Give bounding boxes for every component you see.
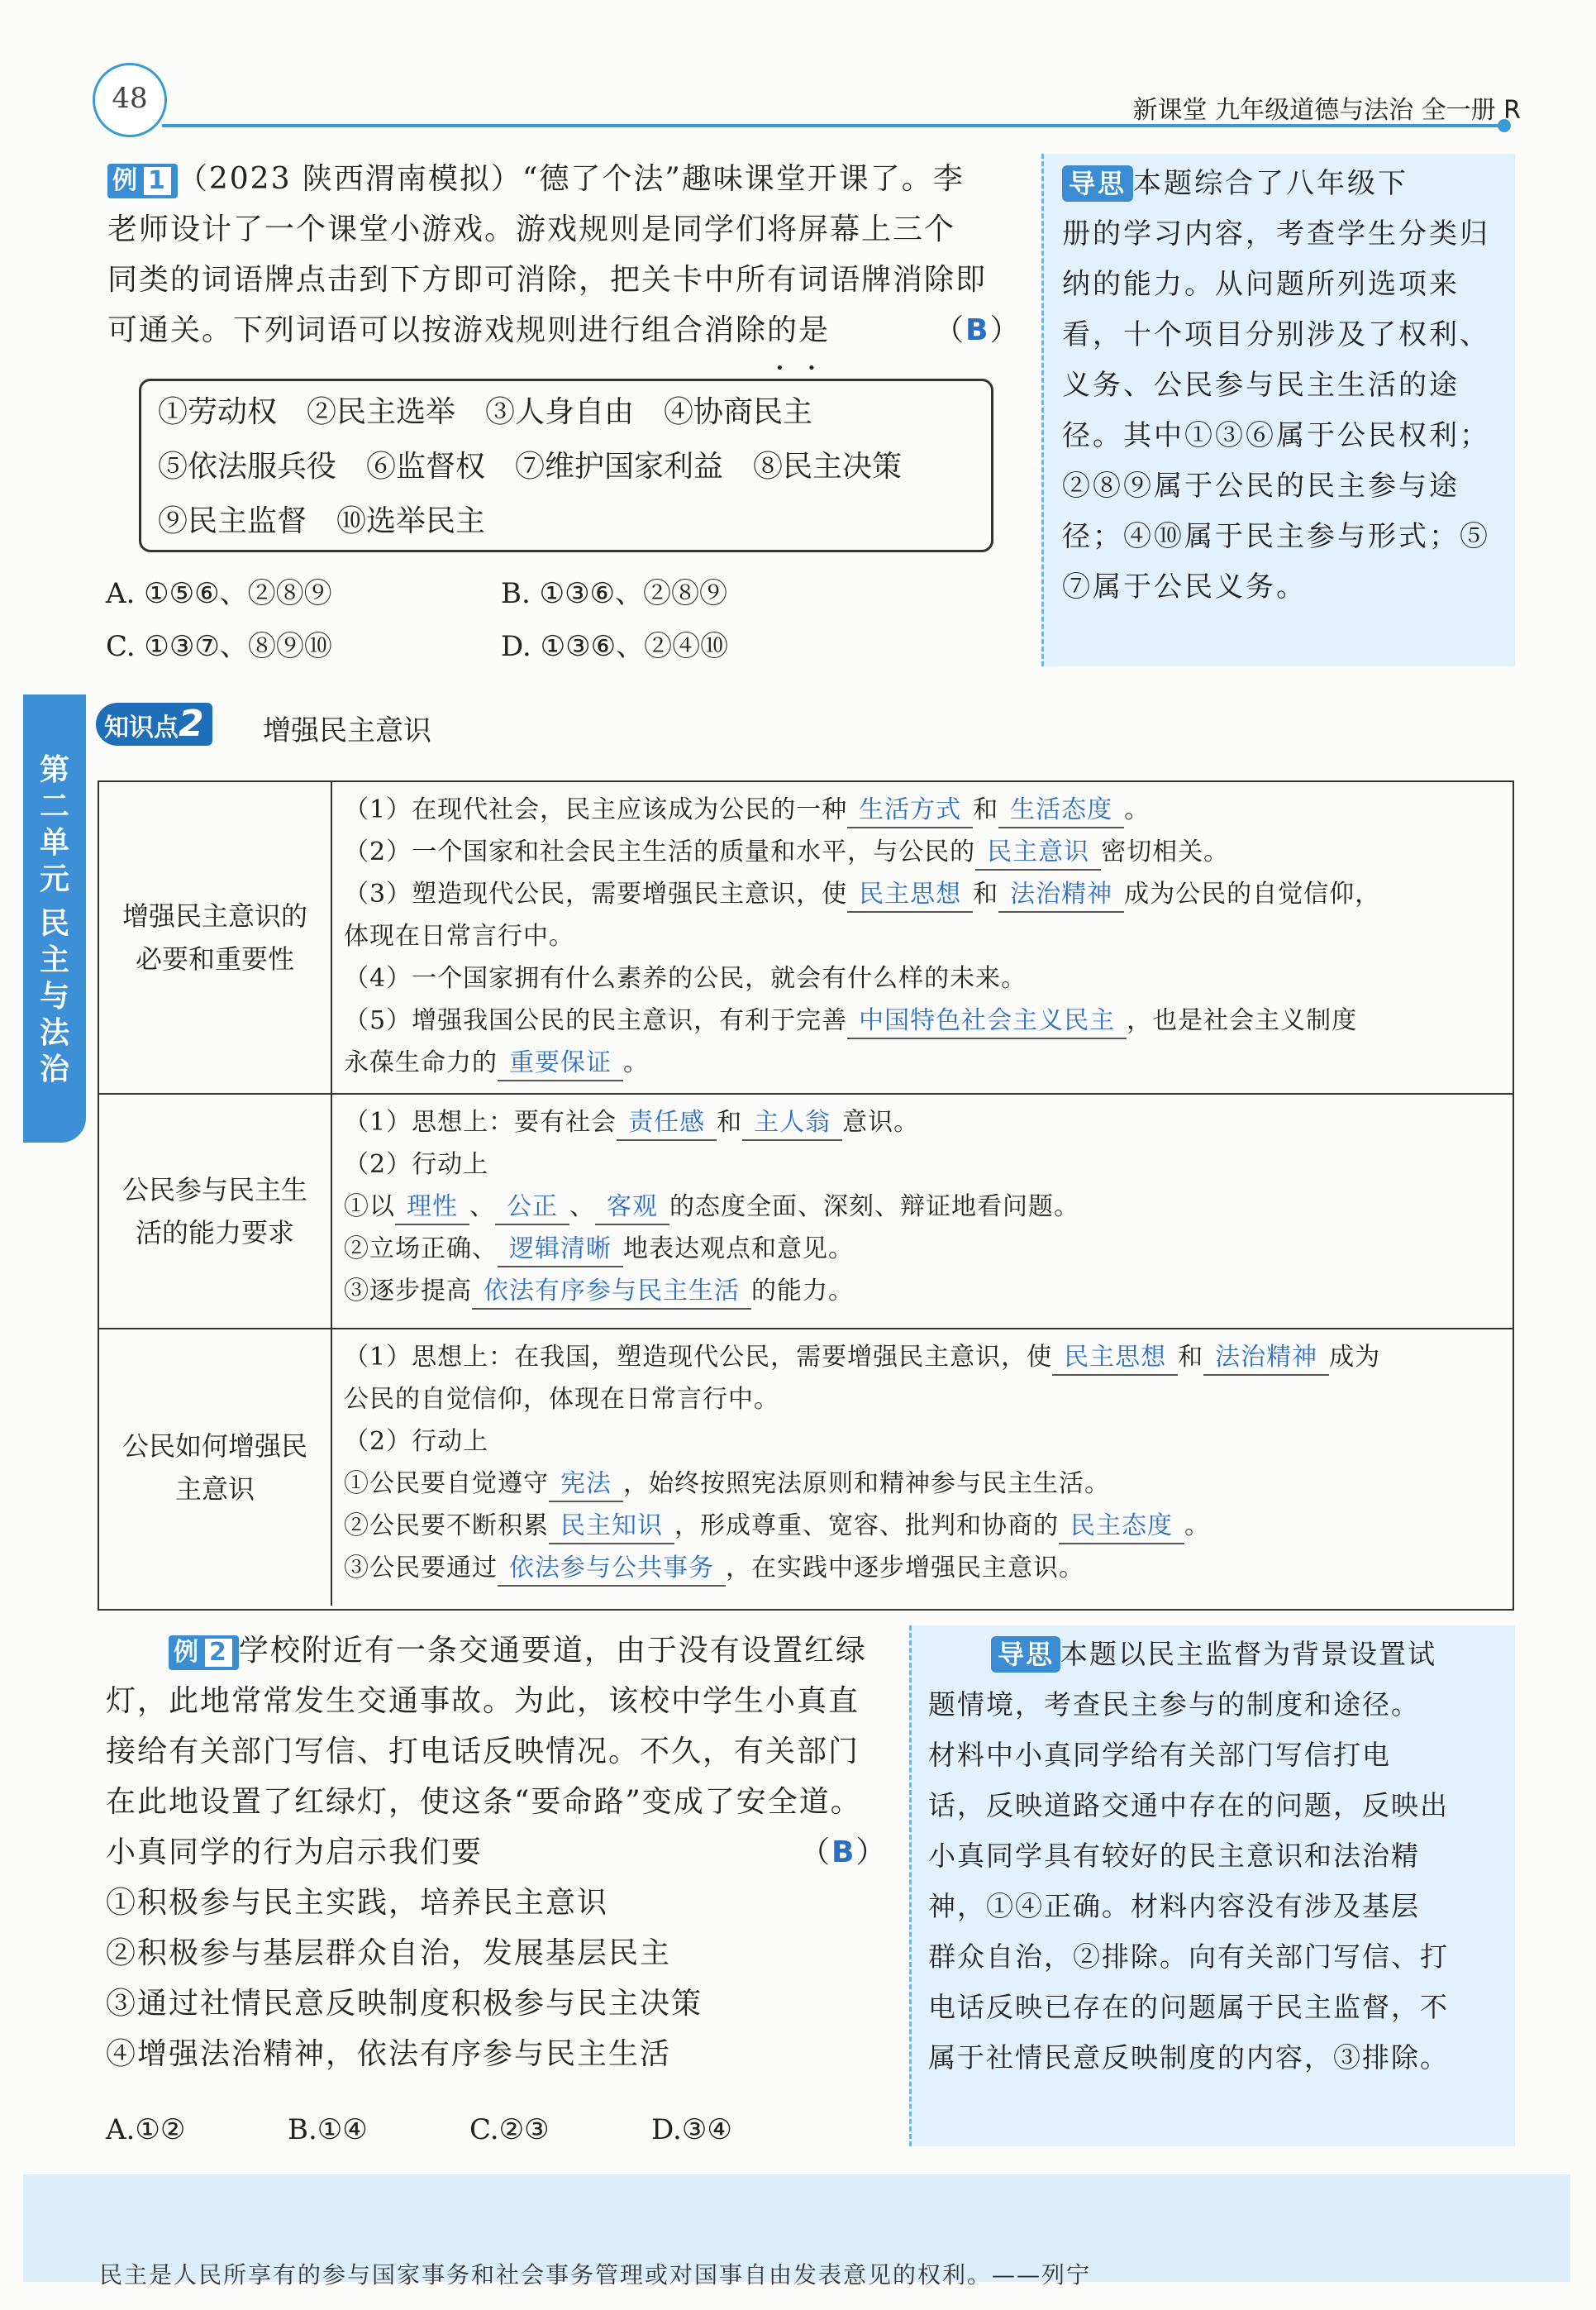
blank-fill: 民主知识 — [549, 1510, 674, 1544]
blank-fill: 理性 — [395, 1191, 469, 1225]
blank-fill: 民主意识 — [975, 836, 1101, 871]
example-1-line-2: 老师设计了一个课堂小游戏。游戏规则是同学们将屏幕上三个 — [107, 212, 956, 246]
example-1-line-4: 可通关。下列词语可以按游戏规则进行组合消除的是 •• （B） — [107, 305, 1033, 356]
example-1-tag: 例 1 — [107, 164, 178, 198]
guide-2-box — [909, 1625, 1515, 2146]
page-number: 48 — [93, 63, 167, 137]
footer-quote: 民主是人民所享有的参与国家事务和社会事务管理或对国事自由发表意见的权利。——列宁 — [99, 2261, 1092, 2289]
blank-fill: 生活态度 — [998, 794, 1124, 828]
choice-d: D.③④ — [651, 2113, 732, 2146]
option-row: ③通过社情民意反映制度积极参与民主决策 — [106, 1987, 703, 2021]
blank-fill: 依法有序参与民主生活 — [472, 1275, 751, 1310]
example-2-answer: （B） — [800, 1835, 888, 1869]
table-row — [99, 1095, 1513, 1329]
row-label: 公民参与民主生活的能力要求 — [99, 1095, 332, 1328]
choice-b: B.①④ — [288, 2113, 368, 2146]
blank-fill: 中国特色社会主义民主 — [847, 1005, 1127, 1039]
emphasis-dots: •• — [775, 360, 840, 377]
blank-fill: 法治精神 — [998, 878, 1124, 913]
knowledge-point-title: 增强民主意识 — [263, 714, 431, 747]
book-title: 新课堂 九年级道德与法治 全一册 R — [1132, 96, 1521, 125]
blank-fill: 责任感 — [617, 1106, 717, 1141]
example-2-line-4: 在此地设置了红绿灯，使这条“要命路”变成了安全道。 — [106, 1785, 862, 1819]
choice-c: C. ①③⑦、⑧⑨⑩ — [106, 630, 332, 663]
blank-fill: 生活方式 — [847, 794, 973, 828]
example-2-line-2: 灯，此地常常发生交通事故。为此，该校中学生小真直 — [106, 1684, 860, 1718]
choice-a: A. ①⑤⑥、②⑧⑨ — [106, 577, 332, 610]
example-2-tag: 例 2 — [169, 1635, 239, 1670]
blank-fill: 公正 — [495, 1191, 569, 1225]
row-label: 公民如何增强民主意识 — [99, 1329, 332, 1606]
example-2-line-1: 例 2 学校附近有一条交通要道，由于没有设置红绿 — [106, 1625, 899, 1676]
guide-1-tag: 导思 — [1062, 165, 1133, 202]
option-row: ②积极参与基层群众自治，发展基层民主 — [106, 1936, 672, 1970]
blank-fill: 逻辑清晰 — [498, 1233, 623, 1267]
example-1-answer: （B） — [934, 313, 1022, 347]
row-content: （1）思想上：在我国，塑造现代公民，需要增强民主意识，使 民主思想 和 法治精神 成为 公民的自觉信仰，体现在日常言行中。 （2）行动上 ①公民要自觉遵守 宪法 ，始终按照宪法原则和精神参与民主生活。 ②公民要不断积累 民主知识 ，形成尊重、宽容、批判和协商的 民主态度 。 ③公民要通过 依法参与公共事务 ，在实践中逐步增强民主意识。 — [344, 1336, 1504, 1589]
row-content: （1）思想上：要有社会 责任感 和 主人翁 意识。 （2）行动上 ①以 理性 、 公正 、 客观 的态度全面、深刻、辩证地看问题。 ②立场正确、 逻辑清晰 地表达观点和意见。 ③逐步提高 依法有序参与民主生活 的能力。 — [344, 1101, 1504, 1312]
example-2-line-5: 小真同学的行为启示我们要 （B） — [106, 1827, 899, 1878]
blank-fill: 依法参与公共事务 — [498, 1552, 726, 1587]
example-1-line-1: 例 1 （2023 陕西渭南模拟）“德了个法”趣味课堂开课了。李 — [107, 154, 1033, 204]
blank-fill: 宪法 — [549, 1468, 623, 1502]
row-content: （1）在现代社会，民主应该成为公民的一种 生活方式 和 生活态度 。 （2）一个国家和社会民主生活的质量和水平，与公民的 民主意识 密切相关。 （3）塑造现代公民，需要增强民主意识，使 民主思想 和 法治精神 成为公民的自觉信仰， 体现在日常言行中。 （4）一个国家拥有什么素养的公民，就会有什么样的未来。 （5）增强我国公民的民主意识，有利于完善 中国特色社会主义民主 ，也是社会主义制度 永葆生命力的 重要保证 。 — [344, 789, 1504, 1084]
example-1-stem — [107, 154, 1033, 377]
row-label: 增强民主意识的必要和重要性 — [99, 782, 332, 1093]
choice-a: A.①② — [106, 2113, 186, 2146]
option-row: ⑤依法服兵役 ⑥监督权 ⑦维护国家利益 ⑧民主决策 — [158, 450, 903, 484]
blank-fill: 客观 — [595, 1191, 669, 1225]
choice-b: B. ①③⑥、②⑧⑨ — [501, 577, 728, 610]
blank-fill: 主人翁 — [742, 1106, 842, 1141]
unit-label: 第二单元 — [39, 753, 69, 896]
blank-fill: 民主态度 — [1059, 1510, 1184, 1544]
choice-d: D. ①③⑥、②④⑩ — [501, 630, 729, 663]
knowledge-point-tag: 知识点2 — [96, 703, 212, 746]
option-row: ①积极参与民主实践，培养民主意识 — [106, 1886, 609, 1920]
guide-2-text: 导思 本题以民主监督为背景设置试 题情境，考查民主参与的制度和途径。 材料中小真同学给有关部门写信打电 话，反映道路交通中存在的问题，反映出 小真同学具有较好的民主意识和法治精 神，①④正确。材料内容没有涉及基层 群众自治，②排除。向有关部门写信、打 电话反映已存在的问题属于民主监督，不 属于社情民意反映制度的内容，③排除。 — [928, 1638, 1449, 2074]
blank-fill: 重要保证 — [498, 1047, 623, 1081]
table-row — [99, 1329, 1513, 1606]
blank-fill: 民主思想 — [847, 878, 973, 913]
unit-name: 民主与法治 — [39, 907, 69, 1086]
guide-1-text: 导思 本题综合了八年级下 册的学习内容，考查学生分类归 纳的能力。从问题所列选项来 看，十个项目分别涉及了权利、 义务、公民参与民主生活的途 径。其中①③⑥属于公民权利； ②⑧⑨属于公民的民主参与途 径；④⑩属于民主参与形式；⑤ ⑦属于公民义务。 — [1062, 167, 1490, 604]
option-row: ④增强法治精神，依法有序参与民主生活 — [106, 2037, 672, 2071]
guide-2-tag: 导思 — [991, 1636, 1060, 1673]
choice-c: C.②③ — [469, 2113, 550, 2146]
blank-fill: 民主思想 — [1052, 1341, 1178, 1376]
unit-side-tab — [23, 694, 86, 1143]
option-row: ⑨民主监督 ⑩选举民主 — [158, 504, 486, 538]
table-row — [99, 782, 1513, 1095]
option-row: ①劳动权 ②民主选举 ③人身自由 ④协商民主 — [158, 395, 813, 429]
example-1-options-box — [139, 379, 993, 552]
example-1-line-3: 同类的词语牌点击到下方即可消除，把关卡中所有词语牌消除即 — [107, 263, 988, 297]
guide-1-box — [1041, 154, 1515, 666]
knowledge-table — [98, 780, 1514, 1611]
example-2-line-3: 接给有关部门写信、打电话反映情况。不久，有关部门 — [106, 1735, 860, 1768]
blank-fill: 法治精神 — [1203, 1341, 1329, 1376]
example-2-stem — [106, 1625, 899, 2079]
